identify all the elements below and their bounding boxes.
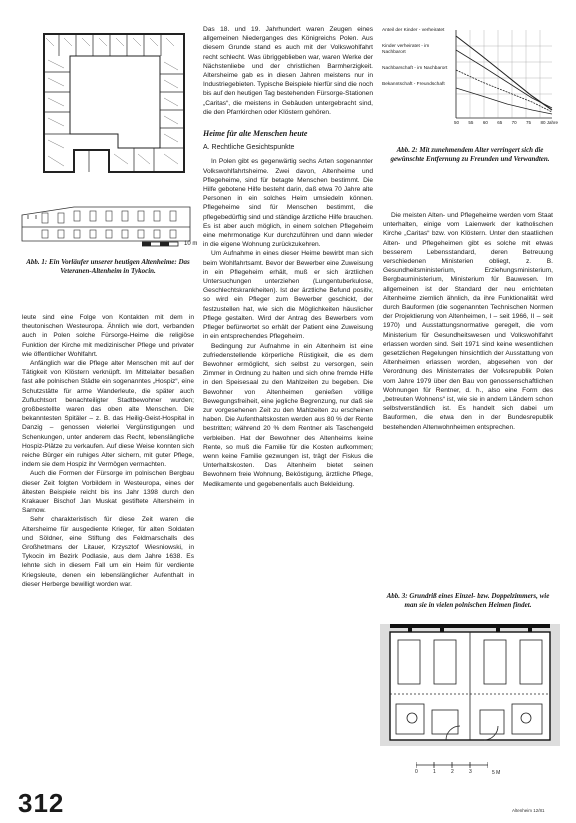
x-tick: 80 Jahre xyxy=(540,120,558,125)
col1-paragraph: leute sind eine Folge von Kontakten mit dem in theutonischen Westeuropa. Ähnlich wie dort, verbanden auch in Polen solche Fürsorge-Heime die religiöse Funktion der Kirche mit medizinischer Pflege und privater wie öffentlicher Wohlfahrt. xyxy=(22,314,194,358)
legend-entry: Kinder verheiratet - im Nachbarort xyxy=(382,44,430,55)
col2-paragraph: In Polen gibt es gegenwärtig sechs Arten sogenannter Volkswohlfahrtsheime. Zwei davon, Altenheime und Pflegeheime, sind für betagte Menschen bestimmt. Die Hilfe gebotene Hilfe besteht darin, daß etwa 70 Jahre alte Personen in ein solches Heim umsiedeln können. Pflegeheime sind für Menschen bestimmt, die pflegebedürftig sind und ständige ärztliche Hilfe brauchen. Es ist aber auch möglich, in einem solchen Pflegeheim eine mehrmonatige Kur durchzuführen und dann wieder in die eigene Wohnung zurückzukehren. xyxy=(203,158,373,249)
page-number: 312 xyxy=(18,788,65,818)
figure-2-caption: Abb. 2: Mit zunehmendem Alter verringert sich die gewünschte Entfernung zu Freunden und Verwandten. xyxy=(390,146,550,163)
figure-1-scale-bar xyxy=(142,240,197,248)
col1-paragraph: Anfänglich war die Pflege alter Menschen mit auf der Tätigkeit von Klöstern verknüpft. Im Mittelalter besaßen fast alle polnischen Städte ein sogenanntes „Hospiz“, eine Schutzstätte für arme Wanderleute, die später auch Zufluchtsort benachteiligter Stadtbewohner wurden; großbestellte waren das oben alte Menschen. Die bekanntesten Spitäler – z. B. das Heilig-Geist-Hospital in Danzig – genossen vielerlei Vergünstigungen und Schenkungen, unter anderem das Recht, lebenslängliche Hospiz-Plätze zu verkaufen. Auf diese Weise konnten sich reiche Bürger ein ruhiges Alter sichern, mit guter Pflege, indem sie dem Hospiz ihr Vermögen vermachten. xyxy=(22,360,194,469)
scale-tick: 3 xyxy=(469,769,472,775)
x-tick: 50 xyxy=(454,120,460,125)
subsection-title: A. Rechtliche Gesichtspunkte xyxy=(203,144,295,152)
figure-3-scale-label: 5 M xyxy=(492,770,501,776)
figure-1-caption: Abb. 1: Ein Vorläufer unserer heutigen Altenheime: Das Veteranen-Altenheim in Tykocin. xyxy=(26,258,190,275)
x-tick: 60 xyxy=(482,120,488,125)
column-3 xyxy=(383,211,553,432)
x-tick: 55 xyxy=(468,120,474,125)
journal-footer: Altenheim 12/81 xyxy=(512,808,545,813)
col2-paragraph: Um Aufnahme in eines dieser Heime bewirbt man sich beim Wohlfahrtsamt. Bevor der Bewerber eine Zuweisung in ein Pflegeheim erhält, muß er sich ärztlichen Untersuchungen unterziehen (Lungentuberkulose, Geschlechtskrankheiten). Ist der ärztliche Befund positiv, so wird ein Pfleger zum Bewerber geschickt, der festzustellen hat, wie sich die Möglichkeiten häuslicher Pflege gestalten. Wird der Antrag des Bewerbers vom Pfleger befürwortet so erhält der Patient eine Zuweisung in ein entsprechendes Pflegeheim. xyxy=(203,250,373,341)
col1-paragraph: Auch die Formen der Fürsorge im polnischen Bergbau dieser Zeit folgten Vorbildern in Westeuropa, eines der ältesten Beispiele reicht bis ins Jahr 1398 durch den Krakauer Bischof Jan Muskat gestiftete Altersheim in Sarnow. xyxy=(22,470,194,515)
legend-entry: Bekanntschaft - Freundschaft xyxy=(382,82,445,87)
figure-3 xyxy=(380,592,560,782)
col2-intro: Das 18. und 19. Jahrhundert waren Zeugen eines allgemeinen Niederganges des Königreichs Polen. Aus diesem Grunde stand es auch mit der Volkswohlfahrt recht schlecht. Was übriggeblieben war, waren Werke der Nächstenliebe und der christlichen Barmherzigkeit. Altersheime gab es in diesen Jahren meistens nur in Industriegebieten. Typische Beispiele hierfür sind die noch bis auf den heutigen Tag bestehenden Fürsorge-Stationen „Caritas“, die meistens in Gebäuden untergebracht sind, die den Pfarrkirchen oder Klöstern gehören. xyxy=(203,26,373,116)
scale-tick: 1 xyxy=(433,769,436,775)
legend-entry: Anteil der Kinder - verheiratet xyxy=(382,28,445,33)
col2-paragraph: Bedingung zur Aufnahme in ein Altenheim ist eine zufriedenstellende körperliche Rüstigkeit, die es dem Bewohner ermöglicht, sich selbst zu versorgen, sein Zimmer in Ordnung zu halten und sich ohne fremde Hilfe in den Speisesaal zu den Mahlzeiten zu begeben. Die Bewohner von Altenheimen genießen völlige Bewegungsfreiheit, eine jegliche Begrenzung, nur daß sie zur vorgesehenen Zeit zu den Mahlzeiten zu erscheinen haben. Die Aufenthaltskosten werden aus 80 % der Rente bestritten; während 20 % dem Rentner als Taschengeld verbleiben. Hat der Bewohner des Altenheims keine Rente, so muß die Familie für die Kosten aufkommen; wenn keine Familie gezwungen ist, trägt der Fiskus die Unterhaltskosten. Das Altenheim bietet seinen Bewohnern freie Wohnung, Beköstigung, ärztliche Pflege, Medikamente und gegebenenfalls auch Bekleidung. xyxy=(203,342,373,488)
section-title: Heime für alte Menschen heute xyxy=(203,129,308,139)
scale-tick: 0 xyxy=(415,769,418,775)
figure-1-scale-label: 10 m xyxy=(184,241,198,247)
figure-2-plot xyxy=(452,26,556,126)
figure-1 xyxy=(14,22,198,302)
column-2 xyxy=(203,25,373,489)
x-tick: 65 xyxy=(497,120,503,125)
column-1 xyxy=(22,313,194,589)
figure-3-scale-bar xyxy=(416,762,500,776)
figure-2 xyxy=(380,24,560,190)
room-plan-drawing xyxy=(380,624,560,754)
scale-tick: 2 xyxy=(451,769,454,775)
col1-paragraph: Sehr charakteristisch für diese Zeit waren die Altersheime für ausgediente Krieger, für alten Soldaten und Söldner, eine Stiftung des Feldmarschalls des Großhetmans der Litauer, Krzysztof Wiesniowski, in Tykocin im Bezirk Podlasie, aus dem Jahre 1638. Es lehnte sich in diesem Fall um ein Heim für verdiente Kriegsleute, denen ein lebenslänglicher Aufenthalt in dieser Herberge bewilligt worden war. xyxy=(22,516,194,588)
figure-2-x-ticks xyxy=(454,120,558,125)
floor-plan-drawing xyxy=(14,22,198,182)
figure-3-caption: Abb. 3: Grundriß eines Einzel- bzw. Doppelzimmers, wie man sie in vielen polnischen Heimen findet. xyxy=(386,592,550,609)
col3-paragraph: Die meisten Alten- und Pflegeheime werden vom Staat unterhalten, einige vom Laienwerk der katholischen Kirche „Caritas“ bzw. von Klöstern. Unter den staatlichen Alten- und Pflegeheimen gibt es solche mit etwas besserem Lebensstandard, deren Betreuung verschiedenen Ministerien obliegt, z. B. Gesundheitsministerium, Erziehungsministerium, Bergbauministerium, Ministerium für Bauwesen. Im allgemeinen ist der Standard der neu errichteten Altenheime ziemlich ähnlich, da ihre Funktionalität wird durch Bauformen (die sogenannten Technischen Normen der Projektierung von Altenheimen, I – seit 1966, II – seit 1970) und Ausstattungsnormative geregelt, die vom Ministerium für Gesundheitswesen und Volkswohlfahrt erlassen worden sind. Seit 1971 sind keine wesentlichen gesetzlichen Regelungen hinsichtlich der Ausstattung von Altenheimen erlassen worden, abgesehen von der Verordnung des Ministerrates der Volksrepublik Polen vom Jahre 1979 über den Bau von genossenschaftlichen Wohnungen für Rentner, d. h., also eine Form des „betreuten Wohnens“ ist, wie sie in andern Ländern schon selbstverständlich ist. Es handelt sich dabei um Bauformen, die etwa den in der Bundesrepublik bestehenden Altenwohnheimen entsprechen. xyxy=(383,212,553,431)
x-tick: 70 xyxy=(511,120,517,125)
figure-2-legend xyxy=(382,28,454,88)
legend-entry: Nachbarschaft - im Nachbarort xyxy=(382,66,448,71)
x-tick: 75 xyxy=(526,120,532,125)
